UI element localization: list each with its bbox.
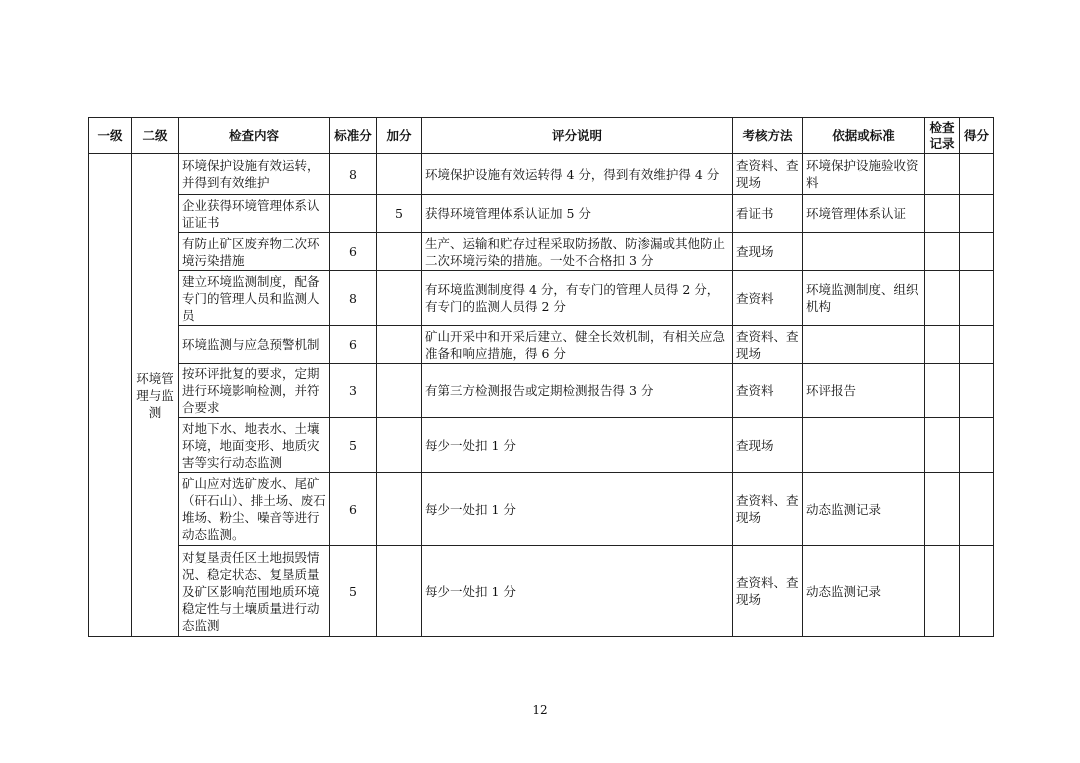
bonus-cell (377, 326, 422, 364)
header-method: 考核方法 (733, 118, 803, 154)
header-standard: 标准分 (330, 118, 377, 154)
standard-cell (330, 195, 377, 233)
basis-cell: 环境监测制度、组织机构 (803, 271, 925, 326)
basis-cell (803, 233, 925, 271)
method-cell: 查现场 (733, 233, 803, 271)
header-content: 检查内容 (179, 118, 330, 154)
desc-cell: 环境保护设施有效运转得 4 分，得到有效维护得 4 分 (422, 154, 733, 195)
desc-cell: 生产、运输和贮存过程采取防扬散、防渗漏或其他防止二次环境污染的措施。一处不合格扣 3 分 (422, 233, 733, 271)
bonus-cell (377, 271, 422, 326)
record-cell (925, 418, 960, 473)
content-cell: 建立环境监测制度，配备专门的管理人员和监测人员 (179, 271, 330, 326)
standard-cell: 6 (330, 233, 377, 271)
bonus-cell: 5 (377, 195, 422, 233)
record-cell (925, 364, 960, 418)
header-record: 检查记录 (925, 118, 960, 154)
content-cell: 环境保护设施有效运转，并得到有效维护 (179, 154, 330, 195)
method-cell: 查现场 (733, 418, 803, 473)
score-cell (960, 418, 994, 473)
table-row (89, 233, 994, 271)
method-cell: 查资料、查现场 (733, 473, 803, 546)
desc-cell: 有第三方检测报告或定期检测报告得 3 分 (422, 364, 733, 418)
desc-cell: 每少一处扣 1 分 (422, 473, 733, 546)
record-cell (925, 233, 960, 271)
desc-cell: 获得环境管理体系认证加 5 分 (422, 195, 733, 233)
page-number: 12 (532, 703, 548, 717)
bonus-cell (377, 364, 422, 418)
score-cell (960, 233, 994, 271)
method-cell: 查资料 (733, 271, 803, 326)
header-desc: 评分说明 (422, 118, 733, 154)
method-cell: 查资料、查现场 (733, 546, 803, 637)
header-level1: 一级 (89, 118, 132, 154)
bonus-cell (377, 154, 422, 195)
header-basis: 依据或标准 (803, 118, 925, 154)
standard-cell: 8 (330, 154, 377, 195)
table-row (89, 473, 994, 546)
bonus-cell (377, 233, 422, 271)
header-score: 得分 (960, 118, 994, 154)
method-cell: 查资料 (733, 364, 803, 418)
table-row (89, 546, 994, 637)
score-cell (960, 154, 994, 195)
basis-cell: 环境保护设施验收资料 (803, 154, 925, 195)
content-cell: 按环评批复的要求，定期进行环境影响检测，并符合要求 (179, 364, 330, 418)
content-cell: 对复垦责任区土地损毁情况、稳定状态、复垦质量及矿区影响范围地质环境稳定性与土壤质量进行动态监测 (179, 546, 330, 637)
header-row (89, 118, 994, 154)
basis-cell: 动态监测记录 (803, 546, 925, 637)
desc-cell: 每少一处扣 1 分 (422, 546, 733, 637)
table-row (89, 418, 994, 473)
standard-cell: 5 (330, 546, 377, 637)
score-cell (960, 546, 994, 637)
desc-cell: 矿山开采中和开采后建立、健全长效机制，有相关应急准备和响应措施，得 6 分 (422, 326, 733, 364)
level1-cell (89, 154, 132, 637)
header-level2: 二级 (132, 118, 179, 154)
bonus-cell (377, 546, 422, 637)
standard-cell: 6 (330, 473, 377, 546)
record-cell (925, 154, 960, 195)
content-cell: 企业获得环境管理体系认证证书 (179, 195, 330, 233)
basis-cell (803, 326, 925, 364)
table-row (89, 195, 994, 233)
record-cell (925, 271, 960, 326)
table-row (89, 154, 994, 195)
bonus-cell (377, 473, 422, 546)
desc-cell: 每少一处扣 1 分 (422, 418, 733, 473)
standard-cell: 8 (330, 271, 377, 326)
table-row (89, 364, 994, 418)
basis-cell: 环评报告 (803, 364, 925, 418)
section-cell: 环境管理与监测 (132, 154, 179, 637)
basis-cell (803, 418, 925, 473)
standard-cell: 6 (330, 326, 377, 364)
desc-cell: 有环境监测制度得 4 分，有专门的管理人员得 2 分，有专门的监测人员得 2 分 (422, 271, 733, 326)
method-cell: 查资料、查现场 (733, 154, 803, 195)
basis-cell: 环境管理体系认证 (803, 195, 925, 233)
score-cell (960, 326, 994, 364)
content-cell: 环境监测与应急预警机制 (179, 326, 330, 364)
record-cell (925, 326, 960, 364)
bonus-cell (377, 418, 422, 473)
score-cell (960, 271, 994, 326)
standard-cell: 3 (330, 364, 377, 418)
method-cell: 看证书 (733, 195, 803, 233)
basis-cell: 动态监测记录 (803, 473, 925, 546)
score-cell (960, 364, 994, 418)
record-cell (925, 546, 960, 637)
table-row (89, 326, 994, 364)
header-bonus: 加分 (377, 118, 422, 154)
content-cell: 矿山应对选矿废水、尾矿（矸石山）、排土场、废石堆场、粉尘、噪音等进行动态监测。 (179, 473, 330, 546)
content-cell: 有防止矿区废弃物二次环境污染措施 (179, 233, 330, 271)
method-cell: 查资料、查现场 (733, 326, 803, 364)
standard-cell: 5 (330, 418, 377, 473)
table-row (89, 271, 994, 326)
record-cell (925, 195, 960, 233)
score-cell (960, 195, 994, 233)
content-cell: 对地下水、地表水、土壤环境，地面变形、地质灾害等实行动态监测 (179, 418, 330, 473)
record-cell (925, 473, 960, 546)
score-cell (960, 473, 994, 546)
assessment-table (88, 117, 994, 637)
